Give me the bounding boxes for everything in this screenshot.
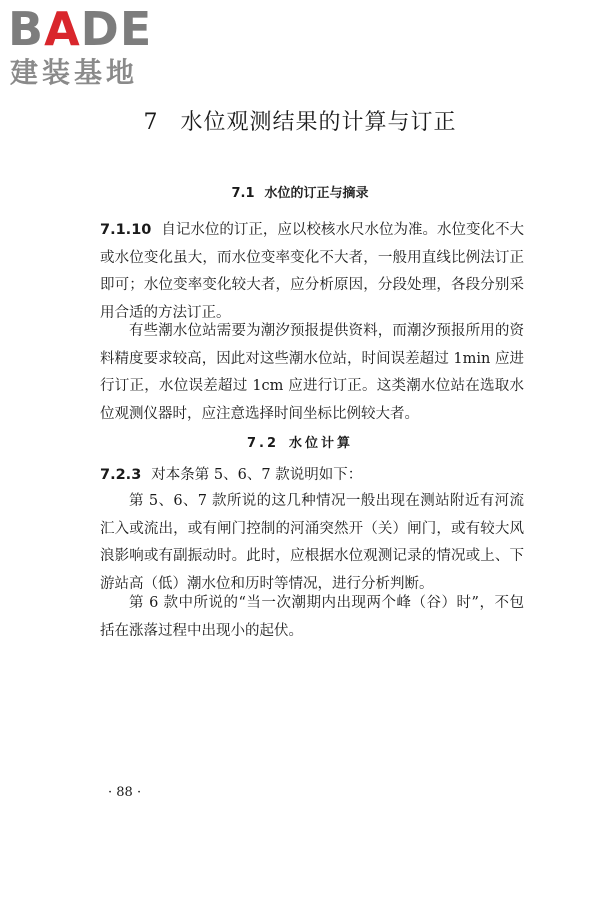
logo-letter-a: A (44, 2, 81, 56)
section-number: 7.1 (231, 186, 255, 201)
clause-paragraph-7-1-10 (100, 217, 524, 327)
paragraph-text: 有些潮水位站需要为潮汐预报提供资料，而潮汐预报所用的资料精度要求较高，因此对这些潮水位站，时间误差超过 1min 应进行订正，水位误差超过 1cm 应进行订正。这类潮水位站在选取水位观测仪器时，应注意选择时间坐标比例较大者。 (100, 323, 524, 422)
clause-number: 7.1.10 (100, 222, 152, 238)
paragraph-text: 对本条第 5、6、7 款说明如下： (151, 467, 363, 483)
section-title-text: 水位的订正与摘录 (264, 186, 369, 201)
logo-letter-d: D (80, 2, 120, 56)
logo-letter-b: B (8, 2, 45, 56)
logo-brand-text (8, 4, 152, 54)
paragraph-text: 自记水位的订正，应以校核水尺水位为准。水位变化不大或水位变化虽大，而水位变率变化不大者，一般用直线比例法订正即可；水位变率变化较大者，应分析原因，分段处理，各段分别采用合适的方法订正。 (100, 222, 524, 321)
clause-number: 7.2.3 (100, 467, 142, 483)
section-title-text: 水位计算 (289, 436, 354, 451)
body-paragraph (100, 318, 524, 428)
paragraph-text: 第 6 款中所说的“当一次潮期内出现两个峰（谷）时”，不包括在涨落过程中出现小的起伏。 (100, 595, 524, 639)
section-title-7-1 (0, 184, 600, 204)
chapter-title-text: 水位观测结果的计算与订正 (180, 110, 457, 135)
logo-letter-e: E (119, 2, 153, 56)
body-paragraph (100, 590, 524, 645)
logo-cn-text: 建装基地 (10, 56, 139, 89)
body-paragraph (100, 488, 524, 598)
section-title-7-2 (0, 434, 600, 454)
paragraph-text: 第 5、6、7 款所说的这几种情况一般出现在测站附近有河流汇入或流出，或有闸门控制的河涌突然开（关）闸门，或有较大风浪影响或有副振动时。此时，应根据水位观测记录的情况或上、下游站高（低）潮水位和历时等情况，进行分析判断。 (100, 493, 524, 592)
chapter-number: 7 (143, 110, 159, 135)
bade-logo (8, 4, 178, 96)
chapter-title (0, 108, 600, 138)
page-number: · 88 · (108, 785, 142, 800)
section-number: 7.2 (246, 436, 279, 451)
clause-paragraph-7-2-3 (100, 462, 524, 490)
